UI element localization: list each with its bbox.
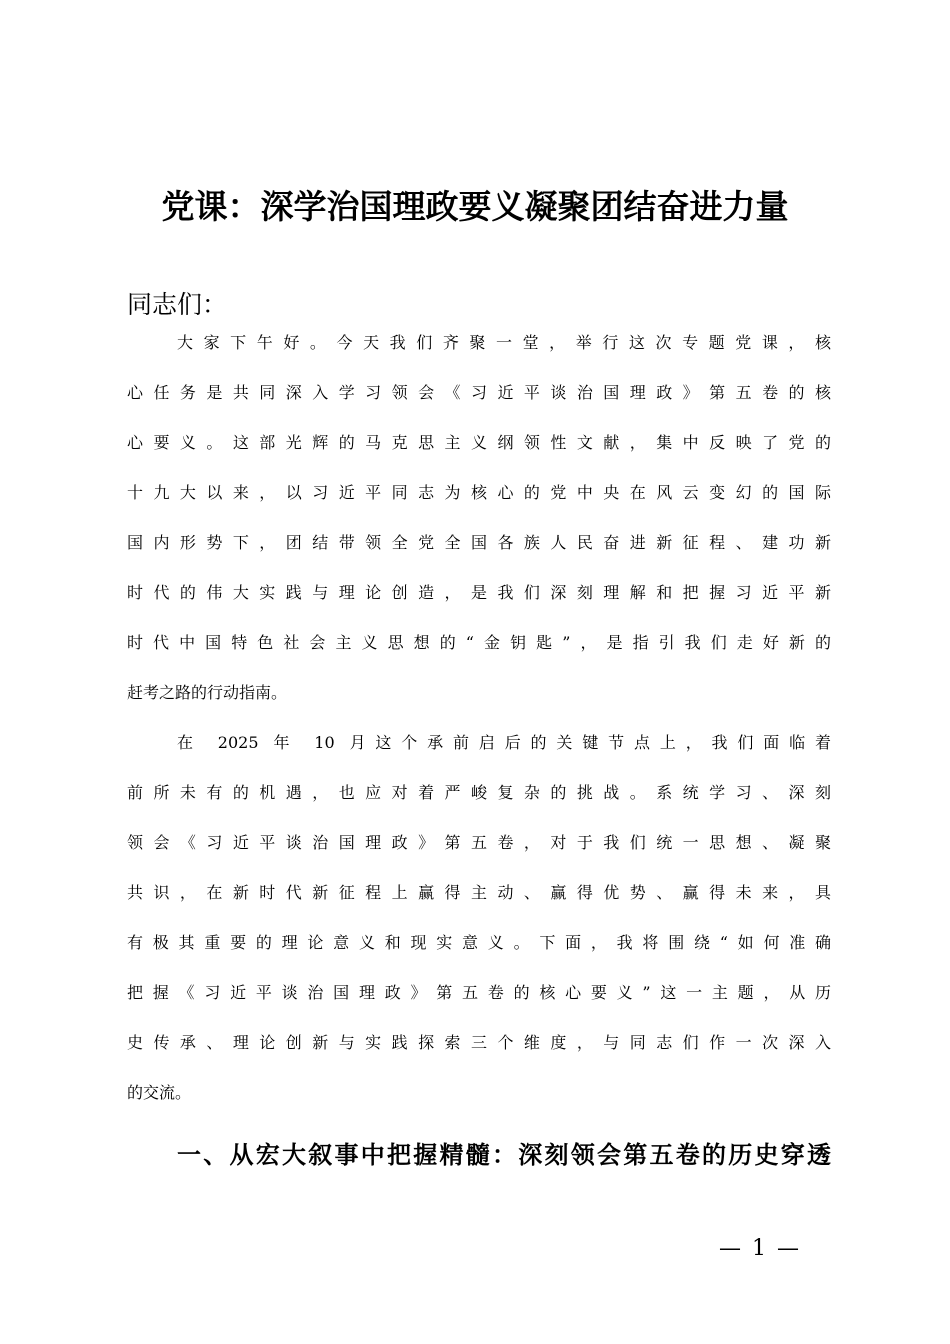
paragraph-line: 赶考之路的行动指南。 — [127, 683, 288, 702]
paragraph-line: 大家下午好。今天我们齐聚一堂，举行这次专题党课，核 — [177, 333, 831, 352]
paragraph-line: 十九大以来，以习近平同志为核心的党中央在风云变幻的国际 — [127, 483, 831, 502]
paragraph-line: 心要义。这部光辉的马克思主义纲领性文献，集中反映了党的 — [127, 433, 831, 452]
salutation: 同志们： — [127, 290, 228, 319]
paragraph-line: 史传承、理论创新与实践探索三个维度，与同志们作一次深入 — [127, 1033, 831, 1052]
document-title: 党课：深学治国理政要义凝聚团结奋进力量 — [161, 187, 789, 226]
paragraph-1 — [127, 330, 831, 730]
paragraph-2 — [127, 730, 831, 1130]
paragraph-line: 共识，在新时代新征程上赢得主动、赢得优势、赢得未来，具 — [127, 883, 831, 902]
paragraph-line: 领会《习近平谈治国理政》第五卷，对于我们统一思想、凝聚 — [127, 833, 831, 852]
paragraph-line: 在 2025 年 10 月这个承前启后的关键节点上，我们面临着 — [177, 733, 831, 752]
paragraph-line: 把握《习近平谈治国理政》第五卷的核心要义”这一主题，从历 — [127, 983, 831, 1002]
document-body — [127, 280, 831, 1180]
paragraph-line: 时代的伟大实践与理论创造，是我们深刻理解和把握习近平新 — [127, 583, 831, 602]
paragraph-line: 前所未有的机遇，也应对着严峻复杂的挑战。系统学习、深刻 — [127, 783, 831, 802]
paragraph-line: 时代中国特色社会主义思想的“金钥匙”，是指引我们走好新的 — [127, 633, 831, 652]
paragraph-line: 的交流。 — [127, 1083, 192, 1102]
paragraph-line: 心任务是共同深入学习领会《习近平谈治国理政》第五卷的核 — [127, 383, 831, 402]
paragraph-line: 有极其重要的理论意义和现实意义。下面，我将围绕“如何准确 — [127, 933, 831, 952]
section-heading: 一、从宏大叙事中把握精髓：深刻领会第五卷的历史穿透 — [177, 1141, 831, 1169]
paragraph-line: 国内形势下，团结带领全党全国各族人民奋进新征程、建功新 — [127, 533, 831, 552]
page-number: — 1 — — [719, 1236, 801, 1261]
